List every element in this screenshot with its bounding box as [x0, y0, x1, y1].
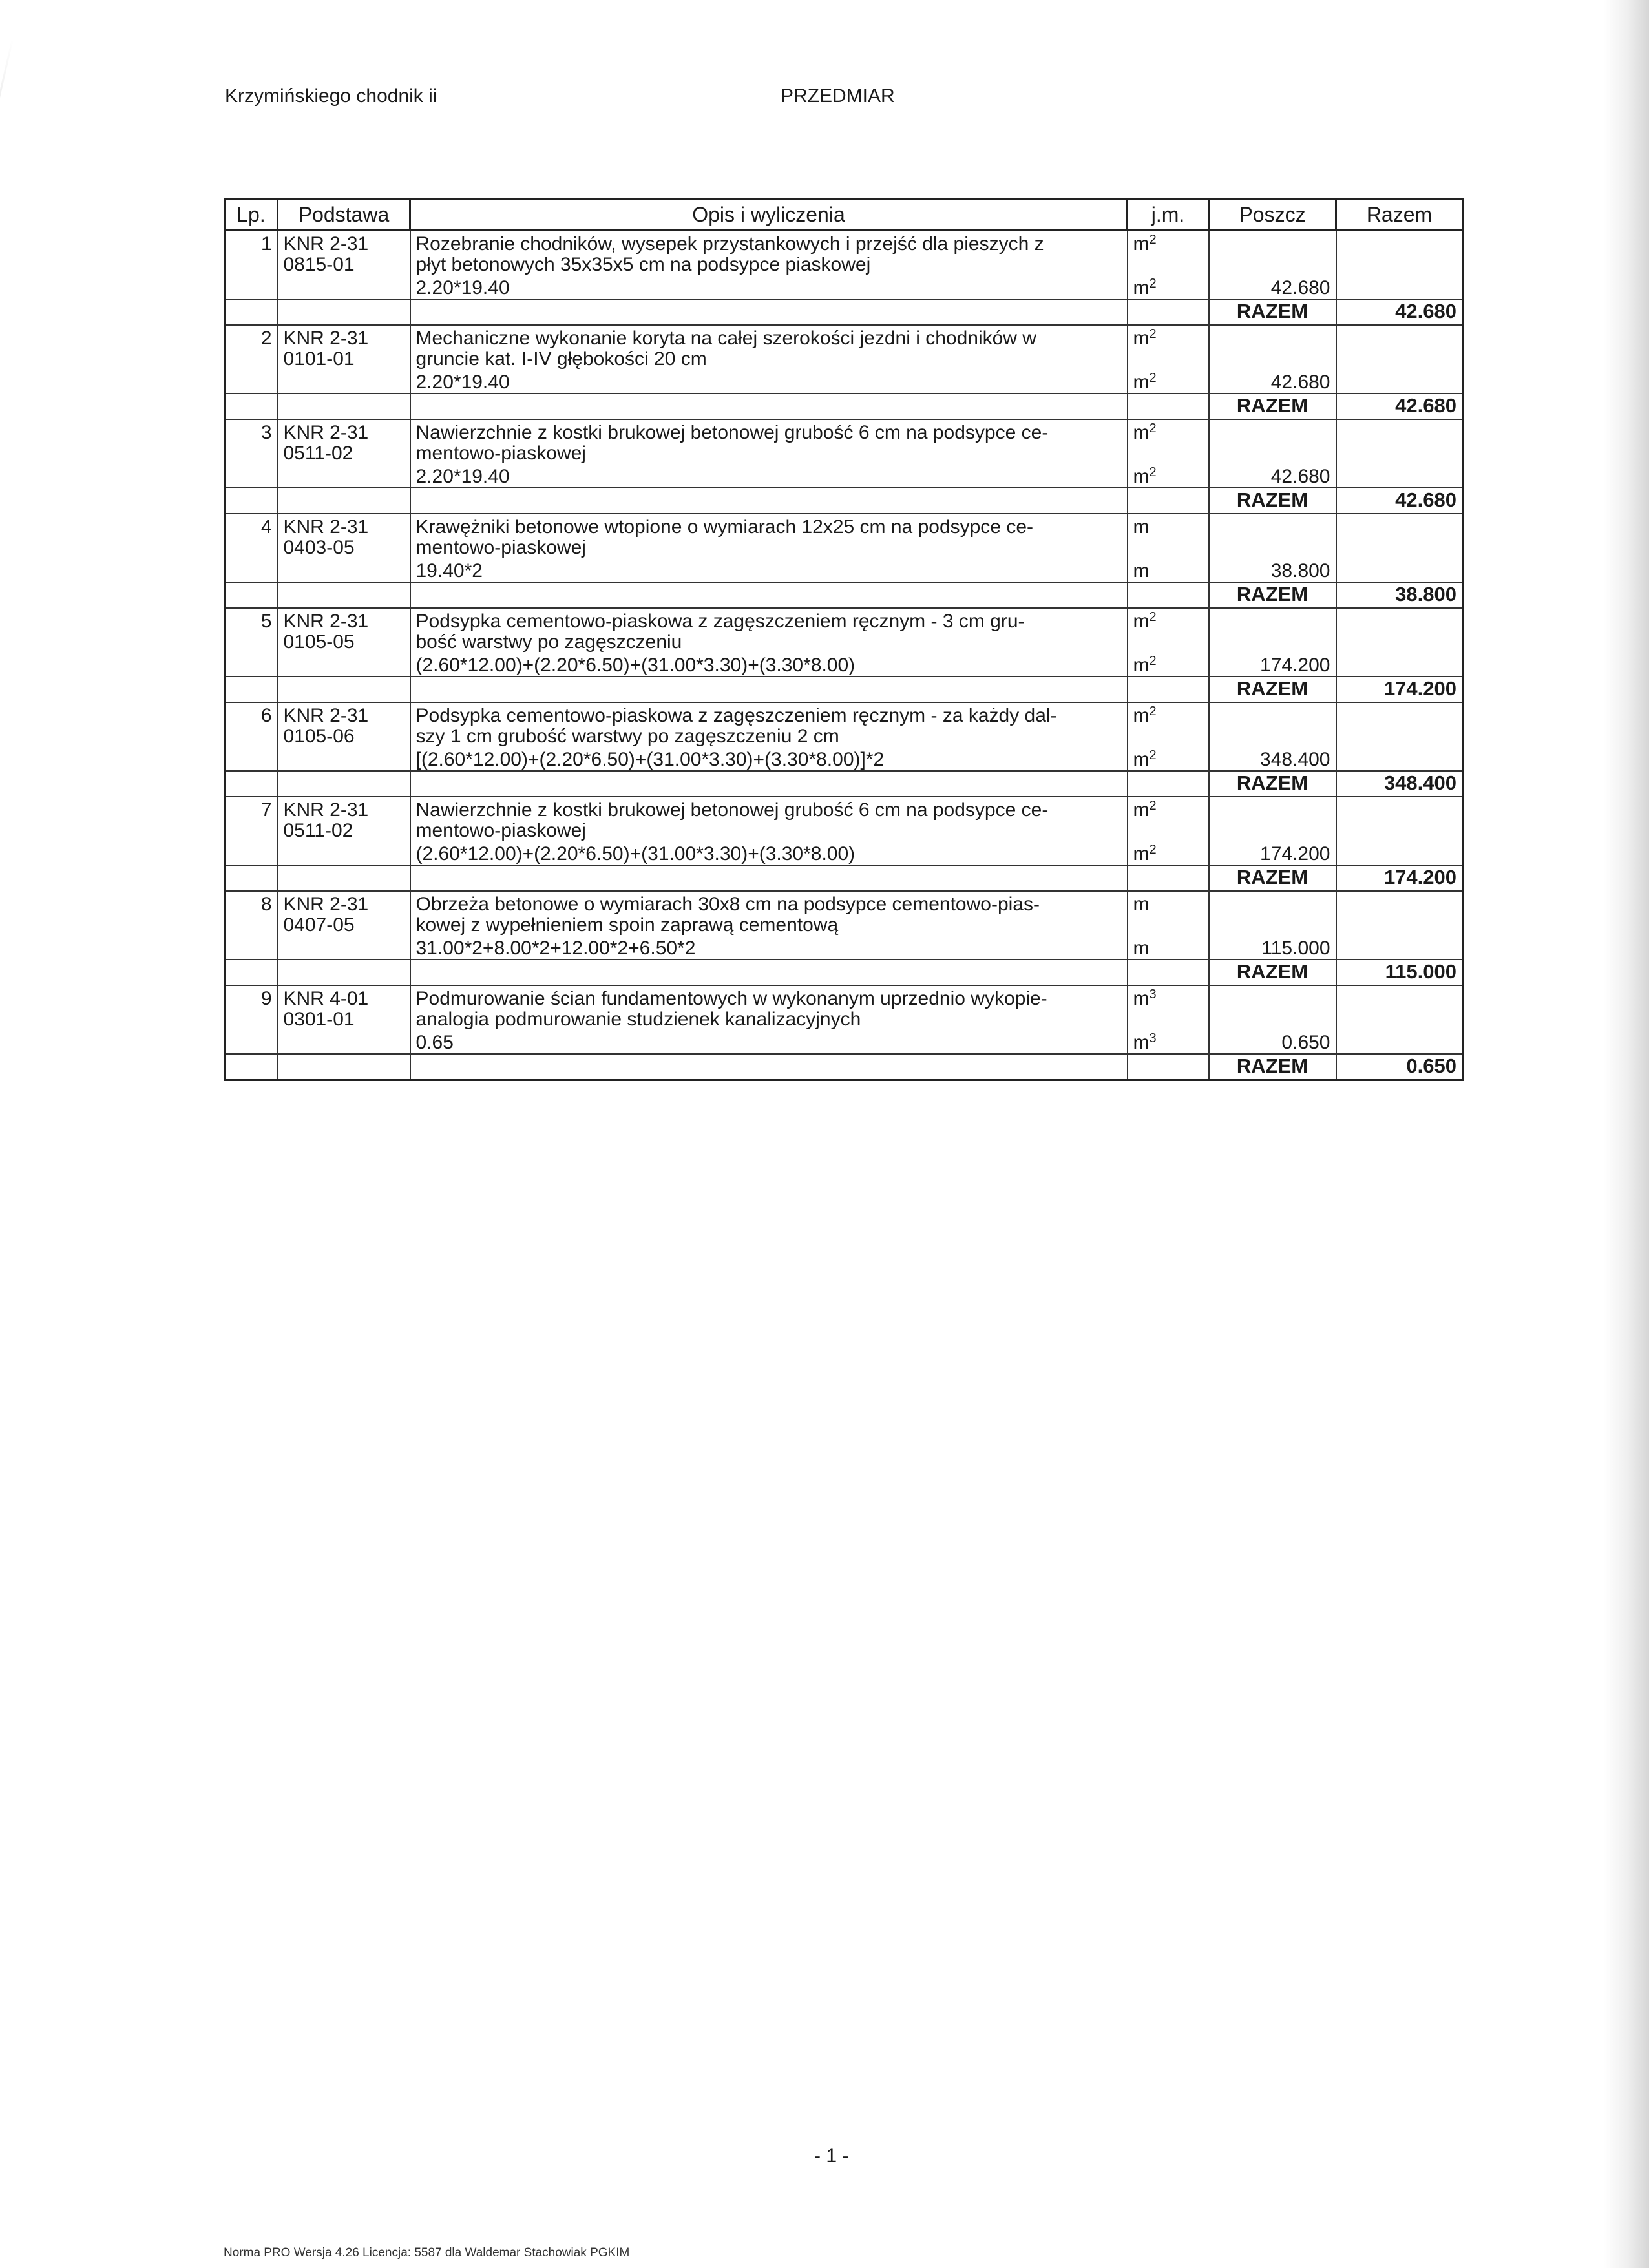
razem-empty-jm [1128, 771, 1209, 797]
unit-cell [1128, 702, 1209, 748]
position-description [410, 325, 1128, 371]
text-line: Obrzeża betonowe o wymiarach 30x8 cm na podsypce cementowo-pias- [415, 894, 1040, 915]
razem-empty-lp [225, 960, 278, 985]
razem-value: 0.650 [1336, 1054, 1463, 1080]
razem-empty-basis [278, 488, 410, 514]
position-basis [278, 797, 410, 843]
calculation-row [225, 654, 1463, 677]
razem-empty-basis [278, 299, 410, 325]
unit-base: m [1133, 843, 1150, 865]
unit-exponent: 2 [1149, 704, 1157, 719]
column-header-opis: Opis i wyliczenia [410, 199, 1128, 231]
poszcz-value: 0.650 [1209, 1031, 1336, 1054]
unit-cell [1128, 797, 1209, 843]
position-basis [278, 419, 410, 465]
text-line: Nawierzchnie z kostki brukowej betonowej grubość 6 cm na podsypce ce- [415, 422, 1049, 443]
text-line: KNR 2-31 [283, 422, 369, 443]
unit-cell [1128, 419, 1209, 465]
position-basis [278, 891, 410, 937]
unit-exponent: 2 [1149, 371, 1157, 385]
unit-base: m [1133, 655, 1150, 676]
text-line: KNR 2-31 [283, 611, 369, 632]
poszcz-value: 174.200 [1209, 843, 1336, 865]
razem-empty [1336, 702, 1463, 748]
razem-empty-opis [410, 582, 1128, 608]
calc-empty-basis [278, 465, 410, 488]
page-header [225, 85, 1455, 111]
position-description [410, 985, 1128, 1031]
position-number: 1 [225, 231, 278, 277]
calc-empty-basis [278, 843, 410, 865]
poszcz-empty [1209, 514, 1336, 560]
text-line: Podsypka cementowo-piaskowa z zagęszczeniem ręcznym - 3 cm gru- [415, 611, 1025, 632]
unit-base: m [1133, 466, 1150, 487]
position-number: 7 [225, 797, 278, 843]
unit-exponent: 2 [1149, 843, 1157, 857]
razem-label: RAZEM [1209, 960, 1336, 985]
unit-cell [1128, 843, 1209, 865]
calculation-formula: (2.60*12.00)+(2.20*6.50)+(31.00*3.30)+(3.30*8.00) [410, 843, 1128, 865]
unit-base: m [1133, 988, 1150, 1009]
razem-empty-lp [225, 1054, 278, 1080]
unit-cell [1128, 325, 1209, 371]
table-body [225, 231, 1463, 1080]
unit-cell [1128, 514, 1209, 560]
text-line: Rozebranie chodników, wysepek przystankowych i przejść dla pieszych z [415, 233, 1044, 255]
razem-empty-jm [1128, 488, 1209, 514]
unit-cell [1128, 891, 1209, 937]
text-line: kowej z wypełnieniem spoin zaprawą cementową [415, 914, 839, 936]
unit-base: m [1133, 938, 1150, 959]
position-basis [278, 608, 410, 654]
column-header-poszcz: Poszcz [1209, 199, 1336, 231]
text-line: Podmurowanie ścian fundamentowych w wykonanym uprzednio wykopie- [415, 988, 1047, 1009]
column-header-lp: Lp. [225, 199, 278, 231]
calc-empty-basis [278, 654, 410, 677]
razem-empty-lp [225, 299, 278, 325]
unit-cell [1128, 985, 1209, 1031]
text-line: KNR 2-31 [283, 894, 369, 915]
razem-empty-lp [225, 394, 278, 419]
razem-row [225, 771, 1463, 797]
text-line: KNR 2-31 [283, 799, 369, 821]
position-basis [278, 231, 410, 277]
calc-empty-lp [225, 465, 278, 488]
position-number: 9 [225, 985, 278, 1031]
razem-empty-jm [1128, 299, 1209, 325]
unit-cell [1128, 231, 1209, 277]
text-line: KNR 2-31 [283, 328, 369, 349]
text-line: KNR 2-31 [283, 233, 369, 255]
column-header-podstawa: Podstawa [278, 199, 410, 231]
position-description [410, 608, 1128, 654]
text-line: mentowo-piaskowej [415, 820, 586, 841]
razem-empty [1336, 560, 1463, 582]
calc-empty-lp [225, 277, 278, 299]
calc-empty-basis [278, 560, 410, 582]
poszcz-empty [1209, 985, 1336, 1031]
position-row [225, 608, 1463, 654]
unit-cell [1128, 277, 1209, 299]
calculation-formula: 19.40*2 [410, 560, 1128, 582]
text-line: Krawężniki betonowe wtopione o wymiarach 12x25 cm na podsypce ce- [415, 516, 1034, 538]
razem-empty-opis [410, 1054, 1128, 1080]
calculation-formula: 2.20*19.40 [410, 371, 1128, 394]
razem-empty [1336, 514, 1463, 560]
poszcz-empty [1209, 608, 1336, 654]
unit-exponent: 2 [1149, 421, 1157, 436]
position-description [410, 419, 1128, 465]
razem-empty [1336, 325, 1463, 371]
razem-value: 348.400 [1336, 771, 1463, 797]
text-line: 0403-05 [283, 537, 355, 558]
calc-empty-basis [278, 748, 410, 771]
text-line: 0301-01 [283, 1009, 355, 1030]
razem-empty [1336, 465, 1463, 488]
calc-empty-lp [225, 748, 278, 771]
text-line: mentowo-piaskowej [415, 443, 586, 464]
calculation-formula: 0.65 [410, 1031, 1128, 1054]
unit-cell [1128, 560, 1209, 582]
footer-license: Norma PRO Wersja 4.26 Licencja: 5587 dla Waldemar Stachowiak PGKIM [224, 2246, 630, 2260]
unit-base: m [1133, 611, 1150, 632]
text-line: 0407-05 [283, 914, 355, 936]
poszcz-empty [1209, 702, 1336, 748]
unit-exponent: 2 [1149, 465, 1157, 479]
position-row [225, 419, 1463, 465]
calculation-row [225, 560, 1463, 582]
razem-label: RAZEM [1209, 1054, 1336, 1080]
razem-empty-basis [278, 865, 410, 891]
position-description [410, 891, 1128, 937]
razem-row [225, 960, 1463, 985]
poszcz-empty [1209, 231, 1336, 277]
position-row [225, 702, 1463, 748]
razem-empty [1336, 231, 1463, 277]
razem-empty-basis [278, 771, 410, 797]
unit-base: m [1133, 516, 1150, 538]
unit-cell [1128, 654, 1209, 677]
razem-empty-lp [225, 582, 278, 608]
calc-empty-lp [225, 937, 278, 960]
position-number: 4 [225, 514, 278, 560]
razem-empty [1336, 277, 1463, 299]
razem-label: RAZEM [1209, 677, 1336, 702]
unit-base: m [1133, 705, 1150, 726]
position-row [225, 325, 1463, 371]
calc-empty-lp [225, 560, 278, 582]
poszcz-value: 38.800 [1209, 560, 1336, 582]
text-line: analogia podmurowanie studzienek kanalizacyjnych [415, 1009, 861, 1030]
position-number: 3 [225, 419, 278, 465]
razem-empty [1336, 985, 1463, 1031]
unit-cell [1128, 937, 1209, 960]
razem-empty [1336, 419, 1463, 465]
calc-empty-basis [278, 937, 410, 960]
razem-empty [1336, 937, 1463, 960]
unit-cell [1128, 371, 1209, 394]
calculation-row [225, 1031, 1463, 1054]
unit-base: m [1133, 799, 1150, 821]
calc-empty-basis [278, 1031, 410, 1054]
text-line: mentowo-piaskowej [415, 537, 586, 558]
position-row [225, 797, 1463, 843]
razem-value: 42.680 [1336, 299, 1463, 325]
unit-base: m [1133, 560, 1150, 582]
document-title: PRZEDMIAR [781, 85, 895, 107]
razem-empty-lp [225, 488, 278, 514]
position-description [410, 797, 1128, 843]
position-number: 5 [225, 608, 278, 654]
razem-empty [1336, 371, 1463, 394]
text-line: 0105-06 [283, 726, 355, 747]
unit-exponent: 3 [1149, 987, 1157, 1002]
razem-empty [1336, 748, 1463, 771]
unit-base: m [1133, 749, 1150, 770]
calculation-formula: (2.60*12.00)+(2.20*6.50)+(31.00*3.30)+(3.30*8.00) [410, 654, 1128, 677]
razem-row [225, 1054, 1463, 1080]
poszcz-empty [1209, 419, 1336, 465]
przedmiar-table [224, 198, 1464, 1081]
unit-cell [1128, 1031, 1209, 1054]
position-number: 6 [225, 702, 278, 748]
unit-base: m [1133, 372, 1150, 393]
text-line: KNR 2-31 [283, 516, 369, 538]
razem-empty [1336, 843, 1463, 865]
razem-row [225, 582, 1463, 608]
scan-edge-shadow [1604, 0, 1649, 2268]
text-line: szy 1 cm grubość warstwy po zagęszczeniu 2 cm [415, 726, 839, 747]
razem-empty [1336, 891, 1463, 937]
razem-label: RAZEM [1209, 582, 1336, 608]
position-number: 8 [225, 891, 278, 937]
razem-empty-lp [225, 771, 278, 797]
razem-empty-jm [1128, 960, 1209, 985]
razem-value: 38.800 [1336, 582, 1463, 608]
calc-empty-basis [278, 277, 410, 299]
razem-empty [1336, 608, 1463, 654]
unit-exponent: 2 [1149, 233, 1157, 247]
position-row [225, 231, 1463, 277]
unit-base: m [1133, 422, 1150, 443]
unit-exponent: 2 [1149, 799, 1157, 813]
razem-value: 174.200 [1336, 677, 1463, 702]
poszcz-value: 174.200 [1209, 654, 1336, 677]
razem-empty-basis [278, 1054, 410, 1080]
poszcz-value: 348.400 [1209, 748, 1336, 771]
text-line: Podsypka cementowo-piaskowa z zagęszczeniem ręcznym - za każdy dal- [415, 705, 1057, 726]
razem-label: RAZEM [1209, 865, 1336, 891]
razem-empty-jm [1128, 394, 1209, 419]
poszcz-empty [1209, 891, 1336, 937]
column-header-razem: Razem [1336, 199, 1463, 231]
razem-row [225, 488, 1463, 514]
razem-value: 42.680 [1336, 394, 1463, 419]
razem-empty [1336, 797, 1463, 843]
text-line: 0815-01 [283, 254, 355, 275]
unit-base: m [1133, 328, 1150, 349]
razem-label: RAZEM [1209, 771, 1336, 797]
calc-empty-basis [278, 371, 410, 394]
razem-empty-jm [1128, 865, 1209, 891]
calculation-row [225, 937, 1463, 960]
razem-empty-opis [410, 960, 1128, 985]
razem-value: 42.680 [1336, 488, 1463, 514]
razem-empty-basis [278, 960, 410, 985]
position-number: 2 [225, 325, 278, 371]
razem-row [225, 394, 1463, 419]
razem-empty-basis [278, 394, 410, 419]
razem-empty [1336, 654, 1463, 677]
razem-empty-lp [225, 865, 278, 891]
text-line: 0101-01 [283, 348, 355, 370]
calculation-row [225, 465, 1463, 488]
position-basis [278, 702, 410, 748]
razem-empty-basis [278, 677, 410, 702]
unit-base: m [1133, 1032, 1150, 1053]
poszcz-value: 42.680 [1209, 277, 1336, 299]
razem-empty-opis [410, 865, 1128, 891]
poszcz-empty [1209, 325, 1336, 371]
position-description [410, 702, 1128, 748]
unit-base: m [1133, 277, 1150, 299]
unit-exponent: 2 [1149, 277, 1157, 291]
razem-row [225, 299, 1463, 325]
text-line: 0511-02 [283, 443, 353, 464]
position-basis [278, 985, 410, 1031]
calculation-row [225, 748, 1463, 771]
unit-cell [1128, 748, 1209, 771]
poszcz-value: 42.680 [1209, 371, 1336, 394]
unit-base: m [1133, 233, 1150, 255]
razem-empty-opis [410, 394, 1128, 419]
unit-exponent: 2 [1149, 610, 1157, 624]
razem-empty-jm [1128, 582, 1209, 608]
position-basis [278, 325, 410, 371]
unit-cell [1128, 608, 1209, 654]
project-name: Krzymińskiego chodnik ii [225, 85, 437, 107]
calculation-formula: 2.20*19.40 [410, 277, 1128, 299]
calc-empty-lp [225, 654, 278, 677]
razem-empty-opis [410, 771, 1128, 797]
razem-label: RAZEM [1209, 394, 1336, 419]
unit-base: m [1133, 894, 1150, 915]
razem-empty-lp [225, 677, 278, 702]
text-line: 0511-02 [283, 820, 353, 841]
position-description [410, 514, 1128, 560]
razem-empty-opis [410, 299, 1128, 325]
position-row [225, 891, 1463, 937]
razem-empty [1336, 1031, 1463, 1054]
text-line: Mechaniczne wykonanie koryta na całej szerokości jezdni i chodników w [415, 328, 1036, 349]
scan-artifact-line [0, 39, 14, 310]
calc-empty-lp [225, 1031, 278, 1054]
razem-label: RAZEM [1209, 299, 1336, 325]
razem-empty-jm [1128, 1054, 1209, 1080]
position-basis [278, 514, 410, 560]
calculation-row [225, 843, 1463, 865]
column-header-jm: j.m. [1128, 199, 1209, 231]
razem-value: 115.000 [1336, 960, 1463, 985]
position-description [410, 231, 1128, 277]
calculation-formula: [(2.60*12.00)+(2.20*6.50)+(31.00*3.30)+(3.30*8.00)]*2 [410, 748, 1128, 771]
page-number: - 1 - [814, 2145, 849, 2167]
position-row [225, 514, 1463, 560]
position-row [225, 985, 1463, 1031]
calc-empty-lp [225, 843, 278, 865]
table-header-row [225, 199, 1463, 231]
calculation-row [225, 277, 1463, 299]
text-line: Nawierzchnie z kostki brukowej betonowej grubość 6 cm na podsypce ce- [415, 799, 1049, 821]
razem-empty-opis [410, 677, 1128, 702]
text-line: KNR 4-01 [283, 988, 369, 1009]
calculation-formula: 2.20*19.40 [410, 465, 1128, 488]
unit-exponent: 2 [1149, 654, 1157, 668]
poszcz-value: 42.680 [1209, 465, 1336, 488]
text-line: gruncie kat. I-IV głębokości 20 cm [415, 348, 707, 370]
calculation-row [225, 371, 1463, 394]
unit-exponent: 3 [1149, 1031, 1157, 1045]
unit-exponent: 2 [1149, 327, 1157, 341]
razem-row [225, 865, 1463, 891]
text-line: KNR 2-31 [283, 705, 369, 726]
unit-cell [1128, 465, 1209, 488]
calc-empty-lp [225, 371, 278, 394]
text-line: 0105-05 [283, 631, 355, 653]
poszcz-value: 115.000 [1209, 937, 1336, 960]
razem-label: RAZEM [1209, 488, 1336, 514]
razem-empty-jm [1128, 677, 1209, 702]
calculation-formula: 31.00*2+8.00*2+12.00*2+6.50*2 [410, 937, 1128, 960]
text-line: płyt betonowych 35x35x5 cm na podsypce piaskowej [415, 254, 871, 275]
unit-exponent: 2 [1149, 748, 1157, 762]
razem-empty-opis [410, 488, 1128, 514]
razem-value: 174.200 [1336, 865, 1463, 891]
razem-empty-basis [278, 582, 410, 608]
razem-row [225, 677, 1463, 702]
poszcz-empty [1209, 797, 1336, 843]
text-line: bość warstwy po zagęszczeniu [415, 631, 682, 653]
